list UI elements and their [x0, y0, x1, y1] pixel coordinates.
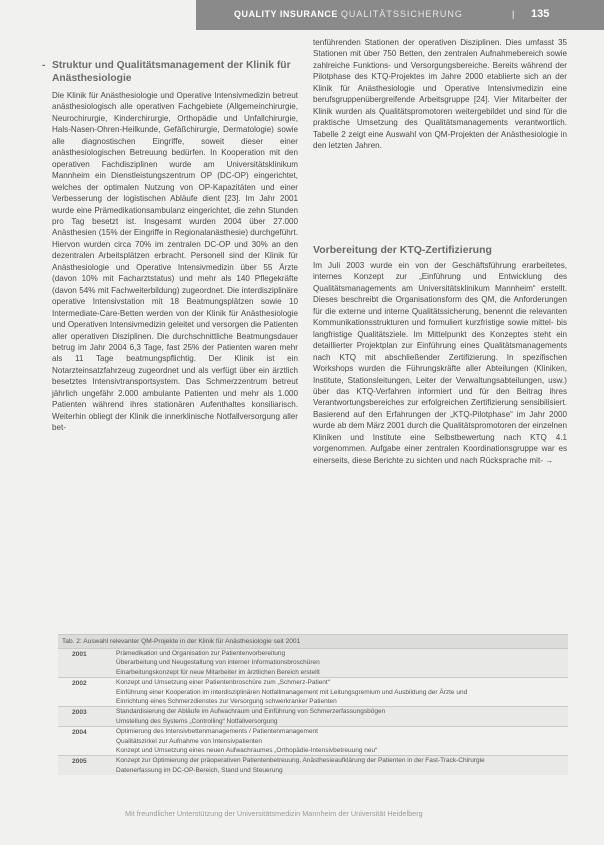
table-row: Optimierung des Intensivbettenmanagements / Patientenmanagement	[116, 728, 318, 736]
table-rows	[116, 707, 568, 726]
column-right-continued	[313, 260, 567, 466]
table-row: Einrichtung eines Schmerzdienstes zur Versorgung schwerkranker Patienten	[116, 698, 337, 706]
body-paragraph: Die Klinik für Anästhesiologie und Operative Intensivmedizin betreut anästhesiologisch alle operativen Fachgebiete (Allgemeinchirurgie, Neurochirurgie, Kinderchirurgie, Orthopädie und Unfallchirurgie, Hals-Nasen-Ohren-Heilkunde, Gefäßchirurgie, Dermatologie) sowie alle diagnostischen Eingriffe, soweit dieser einer anästhesiologischen Betreuung bedürfen. In Kooperation mit den operativen Fachdisziplinen wurde am Universitätsklinikum Mannheim ein Dienstleistungszentrum OP (DC-OP) eingerichtet, welches der optimalen Nutzung von OP-Kapazitäten und einer Verbesserung der logistischen Abläufe dient [23]. Im Jahr 2001 wurde eine Prämedikationsambulanz eingerichtet, die zehn Stunden pro Tag besetzt ist. Insgesamt wurden 2004 über 27.000 Anästhesien (15% der Eingriffe in Regionalanästhesie) durchgeführt. Hiervon wurden circa 70% im zentralen DC-OP und 30% an den dezentralen Arbeitsplätzen erbracht. Personell sind der Klinik für Anästhesiologie und Operative Intensivmedizin über 55 Ärzte (davon 10% mit Facharztstatus) und mehr als 140 Pflegekräfte (davon 54% mit Fachweiterbildung) zugeordnet. Die interdisziplinäre operative Intensivstation mit 18 Beatmungsplätzen sowie 10 Intermediate-Care-Betten werden von der Klinik für Anästhesiologie und Operativen Intensivmedizin geleitet und versorgen die Patienten aller operativen Disziplinen. Die durchschnittliche Beatmungsdauer betrug im Jahr 2004 6,3 Tage, fast 25% der Patienten waren mehr als 11 Tage beatmungspflichtig. Der Klinik ist ein Notarzteinsatzfahrzeug zugeordnet und als verfügt über ein ärztlich besetztes Intensivtransportsystem. Das Schmerzzentrum betreut jährlich ungefähr 2.000 ambulante Patienten und mehr als 1.000 Patienten während ihres stationären Aufenthaltes konsiliarisch. Weiterhin obliegt der Klinik die innerklinische Notfallversorgung aller bet-	[52, 91, 298, 433]
page-number: 135	[531, 8, 550, 20]
table-row: Umstellung des Systems „Controlling“ Notfallversorgung	[116, 717, 278, 725]
column-left	[52, 90, 298, 434]
table-year: 2003	[72, 709, 87, 717]
table-row: Konzept zur Optimierung der präoperativen Patientenbetreuung, Anästhesieaufklärung der Patienten in der Fast-Track-Chirurgie	[116, 757, 485, 765]
table-row: Überarbeitung und Neugestaltung von interner Informationsbroschüren	[116, 659, 320, 667]
footer-note: Mit freundlicher Unterstützung der Universitätsmedizin Mannheim der Universität Heidelberg	[125, 809, 423, 818]
table-row-group	[58, 755, 568, 775]
table-year: 2005	[72, 758, 87, 766]
table-row-group	[58, 726, 568, 755]
table-rows	[116, 649, 568, 677]
table-rows	[116, 756, 568, 775]
projects-table	[58, 634, 568, 775]
table-row-group	[58, 648, 568, 677]
table-caption: Tab. 2: Auswahl relevanter QM-Projekte in der Klinik für Anästhesiologie seit 2001	[58, 635, 568, 648]
table-row-group	[58, 706, 568, 726]
table-year: 2002	[72, 680, 87, 688]
header-category: QUALITY INSURANCE	[234, 9, 338, 19]
header-separator: |	[512, 9, 515, 19]
table-row: Datenerfassung im DC-OP-Bereich, Stand und Steuerung	[116, 766, 283, 774]
table-row-group	[58, 677, 568, 706]
body-paragraph: Im Juli 2003 wurde ein von der Geschäftsführung erarbeitetes, internes Konzept zur „Einführung und Entwicklung des Qualitätsmanagements am Universitätsklinikum Mannheim“ erstellt. Dieses beschreibt die Organisationsform des QM, die Anforderungen für die externe und interne Qualitätssicherung, benennt die relevanten Kommunikationsstrukturen und formuliert kurzfristige sowie mittel- bis langfristige Qualitätsziele. Im Mittelpunkt des Konzeptes steht ein detaillierter Projektplan zur Einführung eines Qualitätsmanagements nach KTQ mit abschließender Zertifizierung. In spezifischen Workshops wurden die Führungskräfte aller Abteilungen (Kliniken, Institute, Stationsleitungen, Leiter der Verwaltungsabteilungen, usw.) über das KTQ-Verfahren informiert und für den Beitrag ihres Verantwortungsbereiches zur erfolgreichen Zertifizierung sensibilisiert. Basierend auf den Erfahrungen der „KTQ-Pilotphase“ im Jahr 2000 wurde ab dem März 2001 durch die Qualitätspromotoren der einzelnen Kliniken und Institute eine Selbstbewertung nach KTQ 4.1 vorgenommen. Aufgabe einer zentralen Koordinationsgruppe war es einerseits, diese Berichte zu sichten und nach Rücksprache mit- →	[313, 261, 567, 465]
table-row: Einarbeitungskonzept für neue Mitarbeiter im ärztlichen Bereich erstellt	[116, 668, 320, 676]
table-row: Qualitätszirkel zur Aufnahme von Intensivpatienten	[116, 737, 262, 745]
table-row: Konzept und Umsetzung eines neuen Aufwachraumes „Orthopädie-Intensivbetreuung neu“	[116, 747, 378, 755]
table-year: 2004	[72, 729, 87, 737]
body-paragraph: tenführenden Stationen der operativen Disziplinen. Dies umfasst 35 Stationen mit über 750 Betten, den zentralen Aufnahmebereich sowie zahlreiche Funktions- und Versorgungsbereiche. Bereits während der Pilotphase des KTQ-Projektes im Jahre 2000 etablierte sich an der Klinik für Anästhesiologie und Operative Intensivmedizin eine berufsgruppenübergreifende Arbeitsgruppe [24]. Vier Mitarbeiter der Klinik wurden als Qualitätspromotoren weitergebildet und sind für die praktische Umsetzung des Qualitätsmanagements verantwortlich. Tabelle 2 zeigt eine Auswahl von QM-Projekten der Anästhesiologie in den letzten Jahren.	[313, 38, 567, 151]
header-section: QUALITÄTSSICHERUNG	[340, 9, 463, 19]
running-header	[196, 0, 604, 30]
table-row: Standardisierung der Abläufe im Aufwachraum und Einführung von Schmerzerfassungsbögen	[116, 708, 386, 716]
table-rows	[116, 678, 568, 706]
column-right	[313, 37, 567, 152]
table-year: 2001	[72, 651, 87, 658]
table-body	[58, 648, 568, 775]
header-title	[234, 9, 463, 19]
table-row: Einführung einer Kooperation im interdisziplinären Notfallmanagement mit Leitungsgremium und Ausbildung der Ärzte und	[116, 688, 468, 696]
subsection-heading: Vorbereitung der KTQ-Zertifizierung	[313, 244, 492, 256]
section-heading	[42, 60, 302, 85]
table-row: Konzept und Umsetzung einer Patientenbroschüre zum „Schmerz-Patient“	[116, 679, 330, 687]
table-rows	[116, 727, 568, 755]
heading-bullet: -	[42, 60, 46, 71]
section-heading-text: Struktur und Qualitätsmanagement der Klinik für Anästhesiologie	[52, 60, 291, 84]
table-row: Prämedikation und Organisation zur Patientenvorbereitung	[116, 650, 286, 657]
